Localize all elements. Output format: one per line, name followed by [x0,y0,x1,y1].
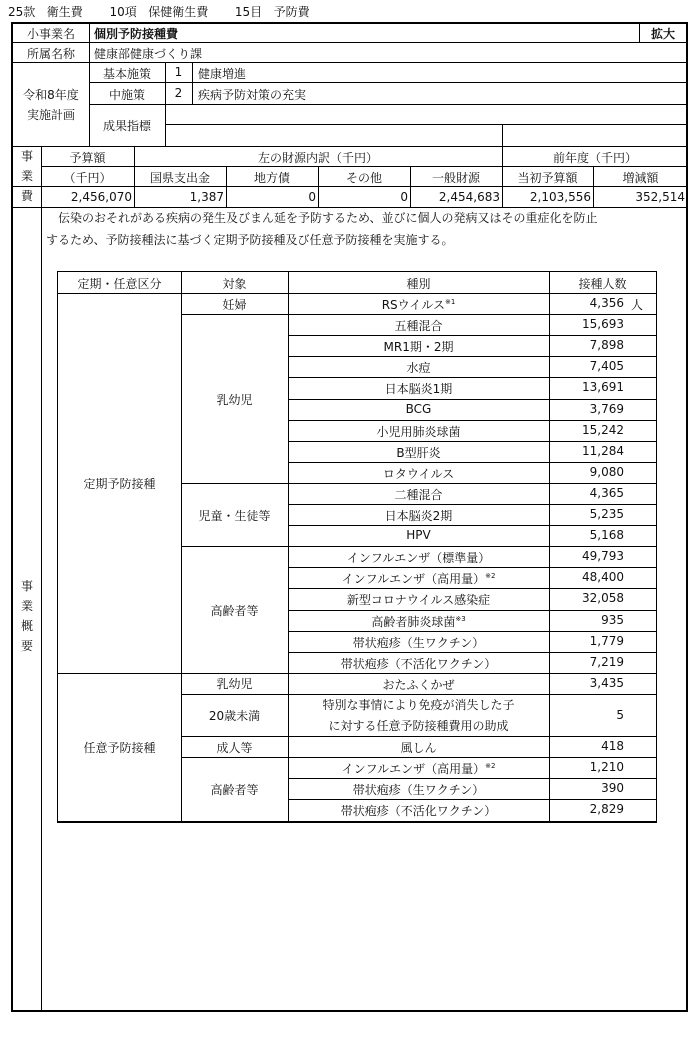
budget-value: 2,456,070 [70,190,132,204]
recipient-count: 7,898 [589,338,624,353]
footnote-mark: ※2 [485,762,496,771]
basic-policy-label: 基本施策 [102,67,151,81]
rule [89,104,688,105]
target-group: 20歳未満 [208,709,261,723]
summary-description [46,207,682,251]
vaccine-type-text: MR1期・2期 [383,340,454,355]
vaccine-type: に対する任意予防接種費用の助成 [328,719,509,733]
target-group: 乳幼児 [216,392,253,407]
rule [181,314,288,315]
local-bond-header: 地方債 [253,171,290,185]
budget-unit-header: （千円） [63,171,112,185]
rule [502,124,503,146]
target-group: 高齢者等 [210,782,259,797]
vaccine-type-text: 帯状疱疹（不活化ワクチン） [340,804,497,819]
kan-name: 衛生費 [46,5,83,19]
vaccine-type-text: おたふくかぜ [382,677,455,692]
vaccine-type-text: ロタウイルス [382,466,455,481]
table-header-cell: 種別 [406,277,431,291]
change-header: 増減額 [622,171,659,185]
rule [288,631,656,632]
recipient-count: 3,435 [589,675,624,690]
recipient-count: 49,793 [582,549,624,564]
recipient-count: 7,219 [589,654,624,669]
vaccine-type [288,296,549,313]
rule [288,335,656,336]
recipient-count: 418 [601,739,624,754]
mid-policy-name: 疾病予防対策の充実 [198,88,307,102]
rule [41,166,688,167]
vaccine-type [288,507,549,524]
project-name: 個別予防接種費 [94,27,179,41]
outcome-label: 成果指標 [102,119,151,133]
rule [89,82,688,83]
rule [288,736,656,737]
rule [288,441,656,442]
rule [181,757,288,758]
table-header-cell: 接種人数 [578,277,627,291]
vaccine-type-text: 帯状疱疹（生ワクチン） [352,783,485,798]
vaccine-type-text: 帯状疱疹（生ワクチン） [352,635,485,650]
target-group: 児童・生徒等 [198,508,271,523]
recipient-count: 390 [601,781,624,796]
vaccine-type [288,380,549,397]
national-value: 1,387 [189,190,224,204]
vaccine-type-text: 日本脳炎2期 [384,509,453,523]
vaccination-table [57,271,657,823]
vaccine-type [288,317,549,334]
rule [11,186,688,187]
moku-code: 15目 [234,5,263,19]
expansion-tag: 拡大 [650,27,675,41]
dept-name: 健康部健康づくり課 [94,47,203,61]
vaccine-type [288,781,549,798]
description-line: するため、予防接種法に基づく定期予防接種及び任意予防接種を実施する。 [46,233,454,247]
vaccine-type-text: 小児用肺炎球菌 [376,424,461,439]
rule [288,462,656,463]
target-group: 高齢者等 [210,603,259,618]
account-header [8,3,310,20]
recipient-count: 48,400 [582,570,624,585]
rule [288,588,656,589]
vaccine-type-text: インフルエンザ（高用量） [341,572,486,587]
plan-label-line1: 令和8年度 [23,88,79,102]
moku-name: 予防費 [273,5,310,19]
recipient-count: 9,080 [589,464,624,479]
rule [288,377,656,378]
budget-amount-header: 予算額 [69,151,106,165]
recipient-count: 4,365 [589,485,624,500]
kan-code: 25款 [8,5,36,19]
rule [181,736,288,737]
recipient-count: 5,168 [589,528,624,543]
target-group: 乳幼児 [216,677,253,692]
vaccine-type-text: インフルエンザ（標準量） [346,551,491,566]
vaccine-type [288,739,549,756]
prev-initial-header: 当初予算額 [517,171,578,185]
vaccine-type-text: インフルエンザ（高用量） [341,762,486,777]
category-label: 定期予防接種 [83,476,156,491]
project-name-label: 小事業名 [26,27,75,41]
rule [288,757,656,758]
local-bond-value: 0 [308,190,316,204]
rule [181,694,288,695]
description-line: 伝染のおそれがある疾病の発生及びまん延を予防するため、並びに個人の発病又はその重症化を防止 [58,211,598,225]
recipient-count: 5 [616,707,624,722]
rule [58,821,656,822]
rule [288,356,656,357]
vaccine-type [288,655,549,672]
vaccine-type [288,591,549,608]
vaccine-type-text: B型肝炎 [396,445,441,460]
table-header-cell: 対象 [222,277,247,291]
category-label: 任意予防接種 [83,740,156,755]
vaccine-type [288,486,549,503]
vaccine-type [288,359,549,376]
target-group: 妊婦 [222,297,247,312]
kou-name: 保健衛生費 [148,5,209,19]
basic-policy-no: 1 [174,65,183,79]
prev-year-header: 前年度（千円） [552,151,637,165]
rule [288,546,656,547]
vaccine-type [288,634,549,651]
mid-policy-no: 2 [174,86,183,100]
other-header: その他 [345,171,382,185]
rule [288,652,656,653]
kou-code: 10項 [109,5,137,19]
rule [288,610,656,611]
general-header: 一般財源 [431,171,480,185]
vaccine-type-text: HPV [406,528,431,543]
vaccine-type-text: 五種混合 [394,319,443,334]
vaccine-type-text: 水痘 [406,361,431,376]
rule [288,799,656,800]
rule [181,483,288,484]
recipient-count: 1,779 [589,633,624,648]
rule [288,314,656,315]
rule [58,673,656,674]
recipient-count: 7,405 [589,359,624,374]
budget-side-label: 事 業 費 [20,149,33,203]
breakdown-header: 左の財源内訳（千円） [257,151,378,165]
vaccine-type [288,676,549,693]
rule [11,146,688,147]
vaccine-type [288,338,549,355]
rule [58,293,656,294]
vaccine-type: 特別な事情により免疫が消失した子 [322,697,515,712]
rule [288,525,656,526]
vaccine-type [288,465,549,482]
footnote-mark: ※1 [444,298,456,306]
vaccine-type-text: 風しん [400,741,437,756]
recipient-count: 5,235 [589,507,624,522]
recipient-count: 32,058 [582,591,624,606]
mid-policy-label: 中施策 [108,88,145,102]
vaccine-type [288,613,549,630]
vaccine-type-text: RSウイルス [381,298,445,312]
summary-side-label: 事 業 概 要 [20,579,33,653]
rule [288,567,656,568]
target-group: 成人等 [216,740,253,755]
change-value: 352,514 [635,190,685,204]
plan-label-line2: 実施計画 [26,108,75,122]
recipient-count: 15,242 [582,422,624,437]
recipient-count: 11,284 [582,443,624,458]
prev-initial-value: 2,103,556 [529,190,591,204]
table-header-cell: 定期・任意区分 [77,277,162,291]
vaccine-type [288,570,549,587]
recipient-count: 935 [601,612,624,627]
rule [288,399,656,400]
footnote-mark: ※3 [455,614,466,623]
vaccine-type [288,528,549,542]
vaccine-type [288,760,549,777]
vaccine-type [288,444,549,461]
rule [11,42,688,43]
dept-label: 所属名称 [26,47,75,61]
footnote-mark: ※2 [485,572,496,581]
vaccine-type [288,423,549,440]
vaccine-type-text: 帯状疱疹（不活化ワクチン） [340,656,497,671]
recipient-count: 15,693 [582,317,624,332]
basic-policy-name: 健康増進 [198,67,247,81]
vaccine-type-text: 新型コロナウイルス感染症 [346,593,491,608]
rule [192,62,193,104]
vaccine-type-text: 高齢者肺炎球菌 [371,614,456,629]
recipient-count: 13,691 [582,380,624,395]
rule [288,504,656,505]
rule [288,778,656,779]
recipient-count: 2,829 [589,802,624,817]
vaccine-type-text: BCG [405,401,432,416]
rule [288,694,656,695]
recipient-count: 3,769 [589,401,624,416]
rule [181,546,288,547]
national-header: 国県支出金 [149,171,210,185]
recipient-count: 4,356 [589,296,624,311]
rule [288,420,656,421]
rule [165,124,688,125]
rule [11,62,688,63]
vaccine-type-text: 日本脳炎1期 [384,382,453,397]
rule [288,483,656,484]
vaccine-type [288,802,549,819]
vaccine-type-text: 二種混合 [394,487,443,502]
recipient-count: 1,210 [589,760,624,775]
vaccine-type [288,549,549,566]
general-value: 2,454,683 [438,190,500,204]
rule [41,146,42,1012]
other-value: 0 [400,190,408,204]
unit-label: 人 [631,298,644,312]
vaccine-type [288,402,549,416]
